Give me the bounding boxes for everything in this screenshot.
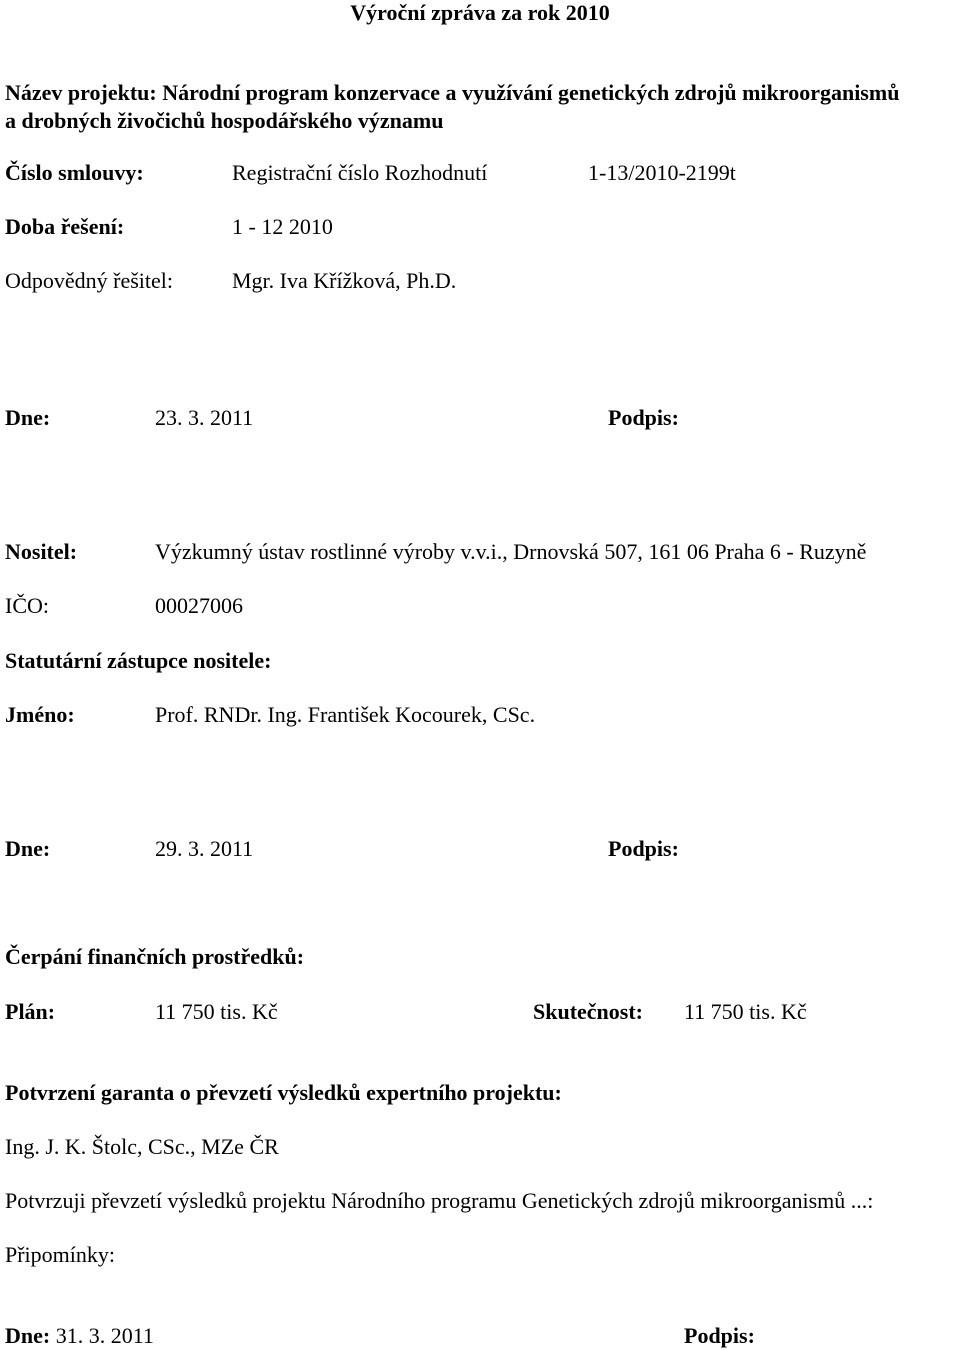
holder-value: Výzkumný ústav rostlinné výroby v.v.i., Drnovská 507, 161 06 Praha 6 - Ruzyně [155, 539, 867, 564]
project-line1 [5, 82, 899, 104]
ico-label: IČO: [5, 593, 49, 618]
investigator-value: Mgr. Iva Křížková, Ph.D. [232, 268, 457, 293]
representative-label: Statutární zástupce nositele: [5, 648, 272, 673]
finance-heading: Čerpání finančních prostředků: [5, 944, 305, 969]
project-name-line2: a drobných živočichů hospodářského významu [5, 108, 444, 133]
sign3-date: 31. 3. 2011 [55, 1323, 154, 1348]
actual-value: 11 750 tis. Kč [684, 999, 807, 1024]
name-value: Prof. RNDr. Ing. František Kocourek, CSc. [155, 702, 536, 727]
sign2-signature-label: Podpis: [608, 836, 679, 861]
ico-value: 00027006 [155, 593, 243, 618]
sign3-date-label: Dne: [5, 1323, 51, 1348]
investigator-label: Odpovědný řešitel: [5, 268, 174, 293]
sign2-date-label: Dne: [5, 836, 51, 861]
sign3-date-line [5, 1325, 154, 1347]
plan-label: Plán: [5, 999, 56, 1024]
plan-value: 11 750 tis. Kč [155, 999, 278, 1024]
project-label: Název projektu: [5, 80, 157, 105]
sign1-date-label: Dne: [5, 405, 51, 430]
sign1-signature-label: Podpis: [608, 405, 679, 430]
remarks-label: Připomínky: [5, 1242, 116, 1267]
document-title: Výroční zpráva za rok 2010 [350, 0, 610, 25]
contract-label: Číslo smlouvy: [5, 160, 144, 185]
confirmation-text: Potvrzuji převzetí výsledků projektu Národního programu Genetických zdrojů mikroorganismů ...: [5, 1188, 874, 1213]
contract-value: Registrační číslo Rozhodnutí [232, 160, 488, 185]
sign3-signature-label: Podpis: [684, 1323, 755, 1348]
duration-value: 1 - 12 2010 [232, 214, 333, 239]
duration-label: Doba řešení: [5, 214, 125, 239]
actual-label: Skutečnost: [533, 999, 644, 1024]
guarantor-name: Ing. J. K. Štolc, CSc., MZe ČR [5, 1134, 279, 1159]
project-name-line1: Národní program konzervace a využívání genetických zdrojů mikroorganismů [162, 80, 900, 105]
sign1-date: 23. 3. 2011 [155, 405, 254, 430]
contract-number: 1-13/2010-2199t [588, 160, 736, 185]
name-label: Jméno: [5, 702, 75, 727]
holder-label: Nositel: [5, 539, 78, 564]
guarantor-heading: Potvrzení garanta o převzetí výsledků expertního projektu: [5, 1080, 562, 1105]
sign2-date: 29. 3. 2011 [155, 836, 254, 861]
